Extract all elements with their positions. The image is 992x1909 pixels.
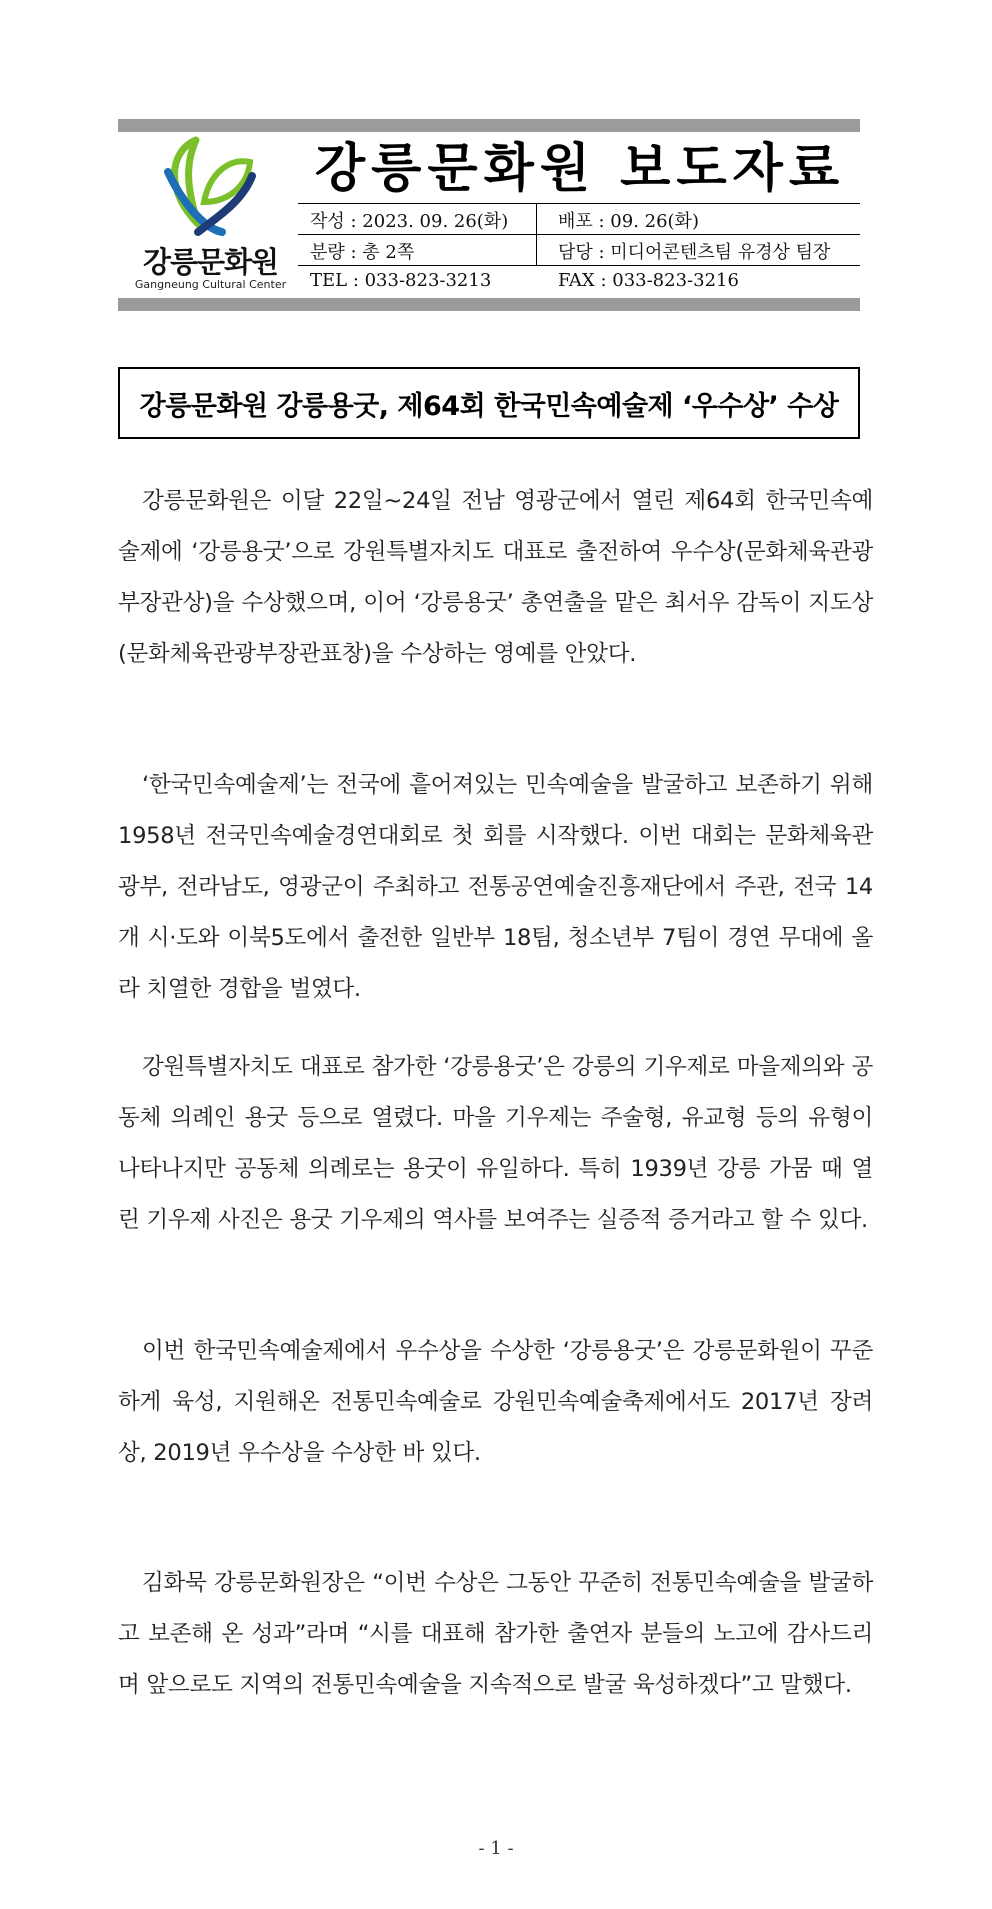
- contact-person: 담당 : 미디어콘텐츠팀 유경상 팀장: [558, 242, 831, 263]
- logo-org-name: 강릉문화원: [142, 245, 279, 279]
- info-line-1: [298, 203, 860, 204]
- headline-box: [118, 367, 860, 439]
- paragraph-3: 강원특별자치도 대표로 참가한 ‘강릉용굿’은 강릉의 기우제로 마을제의와 공동체 의례인 용굿 등으로 열렸다. 마을 기우제는 주술형, 유교형 등의 유형이 나타나지만 공동체 의례로는 용굿이 유일하다. 특히 1939년 강릉 가뭄 때 열린 기우제 사진은 용굿 기우제의 역사를 보여주는 실증적 증거라고 할 수 있다.: [118, 1054, 873, 1233]
- tel-number: TEL : 033-823-3213: [310, 270, 492, 291]
- distribution-date: 배포 : 09. 26(화): [558, 211, 699, 232]
- paragraph-4: 이번 한국민속예술제에서 우수상을 수상한 ‘강릉용굿’은 강릉문화원이 꾸준하게 육성, 지원해온 전통민속예술로 강원민속예술축제에서도 2017년 장려상, 2019년 우수상을 수상한 바 있다.: [118, 1338, 873, 1466]
- page-number: - 1 -: [478, 1838, 514, 1859]
- info-line-3: [298, 265, 860, 266]
- logo-org-name-en: Gangneung Cultural Center: [134, 278, 287, 291]
- page-count: 분량 : 총 2쪽: [310, 242, 415, 263]
- press-release-title: 강릉문화원 보도자료: [314, 139, 846, 199]
- paragraph-5: 김화묵 강릉문화원장은 “이번 수상은 그동안 꾸준히 전통민속예술을 발굴하고 보존해 온 성과”라며 “시를 대표해 참가한 출연자 분들의 노고에 감사드리며 앞으로도 지역의 전통민속예술을 지속적으로 발굴 육성하겠다”고 말했다.: [118, 1570, 873, 1698]
- written-date: 작성 : 2023. 09. 26(화): [310, 211, 509, 232]
- info-line-2: [298, 234, 860, 235]
- leaf-logo-icon: [158, 132, 258, 242]
- paragraph-2: ‘한국민속예술제’는 전국에 흩어져있는 민속예술을 발굴하고 보존하기 위해 1958년 전국민속예술경연대회로 첫 회를 시작했다. 이번 대회는 문화체육관광부, 전라남도, 영광군이 주최하고 전통공연예술진흥재단에서 주관, 전국 14개 시·도와 이북5도에서 출전한 일반부 18팀, 청소년부 7팀이 경연 무대에 올라 치열한 경합을 벌였다.: [118, 772, 873, 1002]
- logo: [118, 132, 294, 298]
- headline: 강릉문화원 강릉용굿, 제64회 한국민속예술제 ‘우수상’ 수상: [139, 390, 839, 422]
- info-divider: [536, 203, 537, 265]
- paragraph-1: 강릉문화원은 이달 22일~24일 전남 영광군에서 열린 제64회 한국민속예술제에 ‘강릉용굿’으로 강원특별자치도 대표로 출전하여 우수상(문화체육관광부장관상)을 수상했으며, 이어 ‘강릉용굿’ 총연출을 맡은 최서우 감독이 지도상(문화체육관광부장관표창)을 수상하는 영예를 안았다.: [118, 488, 873, 667]
- fax-number: FAX : 033-823-3216: [558, 270, 739, 291]
- header-bottom-bar: [118, 298, 860, 311]
